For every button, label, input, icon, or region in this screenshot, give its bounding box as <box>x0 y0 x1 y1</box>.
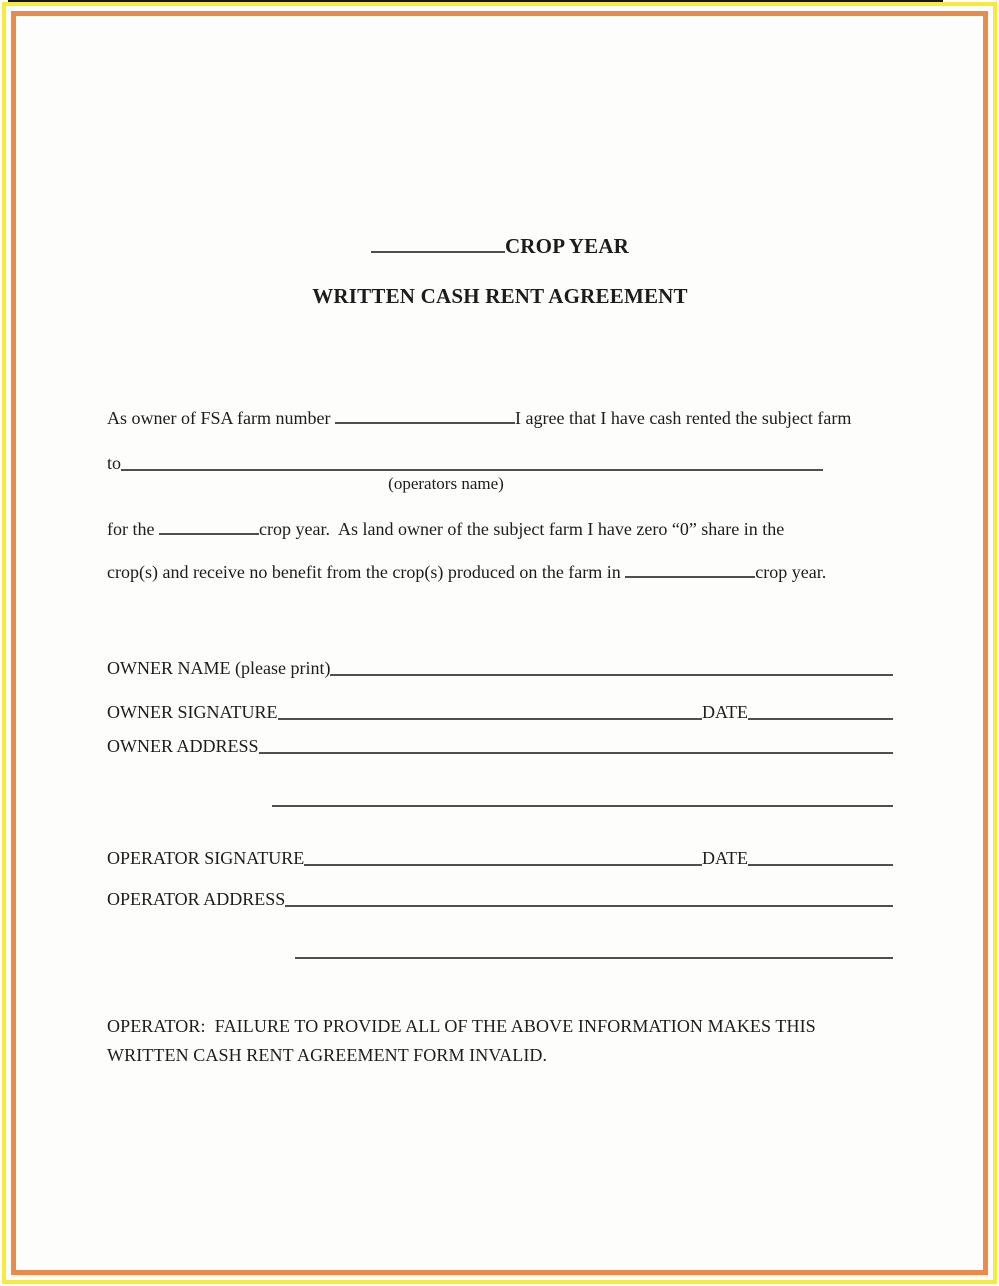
operators-name-caption: (operators name) <box>388 474 504 493</box>
operator-signature-row <box>107 845 893 869</box>
owner-address-blank <box>259 752 893 754</box>
footer-warning <box>107 1012 893 1070</box>
footer-warning-line-1: OPERATOR: FAILURE TO PROVIDE ALL OF THE ABOVE INFORMATION MAKES THIS <box>107 1016 816 1036</box>
owner-name-label: OWNER NAME (please print) <box>107 658 331 678</box>
form-title: WRITTEN CASH RENT AGREEMENT <box>312 284 688 308</box>
owner-signature-blank <box>278 718 703 720</box>
owner-address-row <box>107 733 893 757</box>
crop-year-2-blank <box>625 573 755 578</box>
inner-orange-border <box>11 11 988 1275</box>
operator-signature-blank <box>304 864 702 866</box>
owner-name-row <box>107 655 893 679</box>
intro-line-4 <box>107 562 893 583</box>
intro-line-1 <box>107 408 893 429</box>
crop-year-title-text: CROP YEAR <box>504 234 630 258</box>
owner-name-blank <box>330 674 893 676</box>
intro-line1-after: I agree that I have cash rented the subject farm <box>514 408 852 428</box>
owner-date-label: DATE <box>702 702 748 722</box>
owner-date-blank <box>748 718 893 720</box>
owner-address-continuation-blank <box>272 785 893 807</box>
intro-line1-before: As owner of FSA farm number <box>107 408 335 428</box>
operator-name-blank <box>121 469 823 471</box>
intro-line4-before: crop(s) and receive no benefit from the crop(s) produced on the farm in <box>107 562 626 582</box>
owner-signature-row <box>107 699 893 723</box>
outer-yellow-border <box>2 2 997 1284</box>
intro-line-3 <box>107 519 893 540</box>
intro-line3-before: for the <box>107 519 159 539</box>
operator-date-label: DATE <box>702 848 748 868</box>
crop-year-1-blank <box>159 530 259 535</box>
operator-address-continuation-blank <box>295 937 893 959</box>
operator-address-row <box>107 886 893 910</box>
operator-date-blank <box>748 864 893 866</box>
crop-year-blank <box>371 248 505 253</box>
intro-line4-after: crop year. <box>755 562 827 582</box>
operator-address-label: OPERATOR ADDRESS <box>107 889 286 909</box>
fsa-farm-number-blank <box>335 419 515 424</box>
operator-address-blank <box>285 905 893 907</box>
owner-address-label: OWNER ADDRESS <box>107 736 259 756</box>
to-label: to <box>107 453 122 473</box>
crop-year-title-line <box>107 234 893 259</box>
operator-signature-label: OPERATOR SIGNATURE <box>107 848 305 868</box>
rented-to-line <box>107 450 823 474</box>
intro-line3-after: crop year. As land owner of the subject farm I have zero “0” share in the <box>258 519 785 539</box>
footer-warning-line-2: WRITTEN CASH RENT AGREEMENT FORM INVALID. <box>107 1045 548 1065</box>
scan-artifact-line <box>8 0 943 2</box>
owner-signature-label: OWNER SIGNATURE <box>107 702 278 722</box>
